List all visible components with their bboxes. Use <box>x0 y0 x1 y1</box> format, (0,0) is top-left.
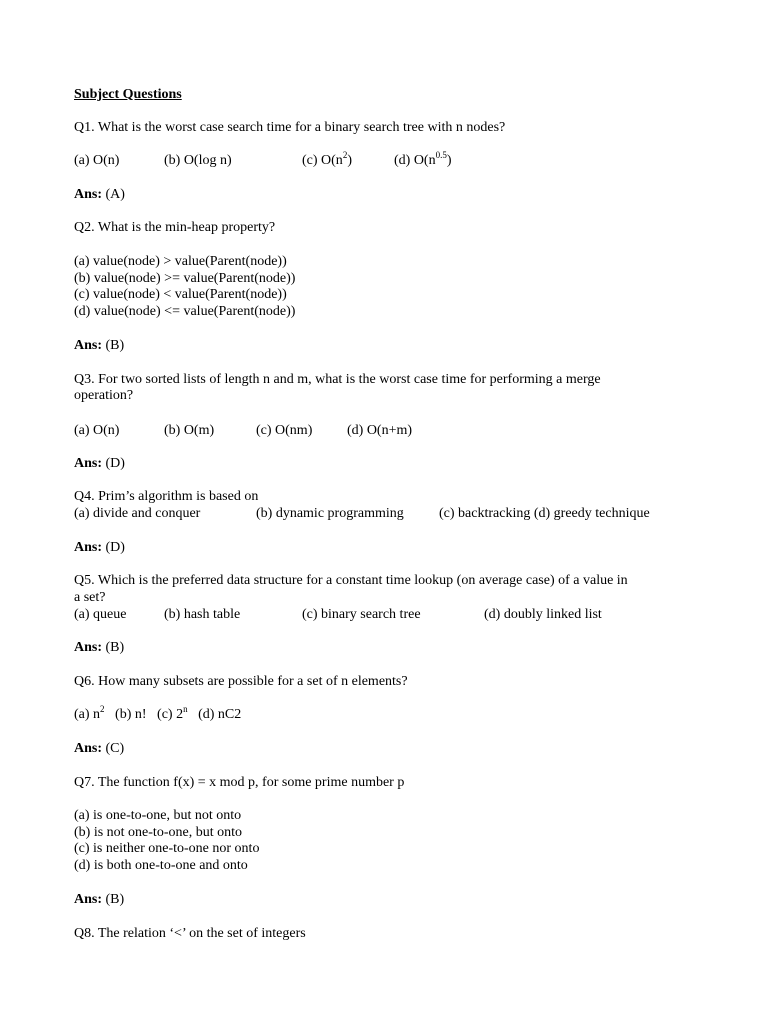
q6-answer-value: (C) <box>105 741 125 756</box>
q1-option-c-text: (c) O(n <box>302 153 343 168</box>
q1-question: Q1. What is the worst case search time for a binary search tree with n nodes? <box>74 120 506 135</box>
q5-option-a: (a) queue <box>74 607 127 622</box>
q1-answer <box>74 186 125 203</box>
q1-option-c <box>302 152 352 169</box>
answer-label: Ans: <box>74 640 103 655</box>
q3-option-c: (c) O(nm) <box>256 423 313 438</box>
q3-answer-value: (D) <box>105 456 125 471</box>
q1-option-d <box>394 152 452 169</box>
q4-question: Q4. Prim’s algorithm is based on <box>74 489 259 504</box>
q7-question: Q7. The function f(x) = x mod p, for some prime number p <box>74 775 405 790</box>
q6-options <box>74 706 241 723</box>
q1-option-c-close: ) <box>347 153 352 168</box>
q6-option-d: (d) nC2 <box>198 707 242 722</box>
q6-option-c <box>157 704 188 722</box>
q4-options <box>74 505 694 522</box>
q1-option-d-close: ) <box>446 153 452 168</box>
q1-option-d-text: (d) O(n <box>394 153 436 168</box>
q5-option-d: (d) doubly linked list <box>484 607 602 622</box>
q4-option-a: (a) divide and conquer <box>74 506 201 521</box>
q5-answer <box>74 639 124 656</box>
q3-options <box>74 422 674 439</box>
q6-option-a-exponent: 2 <box>100 704 105 714</box>
q3-option-d: (d) O(n+m) <box>347 423 413 438</box>
q2-answer <box>74 337 124 354</box>
q3-option-b: (b) O(m) <box>164 423 215 438</box>
answer-label: Ans: <box>74 456 103 471</box>
answer-label: Ans: <box>74 892 103 907</box>
q6-option-b: (b) n! <box>115 707 147 722</box>
q4-option-b: (b) dynamic programming <box>256 506 404 521</box>
q1-option-c-exponent: 2 <box>342 150 348 160</box>
q2-option-d: (d) value(node) <= value(Parent(node)) <box>74 304 296 319</box>
q6-question: Q6. How many subsets are possible for a set of n elements? <box>74 674 408 689</box>
q6-option-a <box>74 704 105 722</box>
answer-label: Ans: <box>74 187 103 202</box>
q6-answer <box>74 740 124 757</box>
q4-option-cd: (c) backtracking (d) greedy technique <box>439 506 650 521</box>
q8-question: Q8. The relation ‘<’ on the set of integers <box>74 926 306 941</box>
q1-option-a: (a) O(n) <box>74 153 120 168</box>
q7-answer-value: (B) <box>105 892 125 907</box>
q5-option-c: (c) binary search tree <box>302 607 421 622</box>
q2-answer-value: (B) <box>105 338 125 353</box>
answer-label: Ans: <box>74 741 103 756</box>
q3-option-a: (a) O(n) <box>74 423 120 438</box>
q4-answer <box>74 539 125 556</box>
q1-option-d-exponent: 0.5 <box>435 150 447 160</box>
q7-option-b: (b) is not one-to-one, but onto <box>74 825 242 840</box>
q3-answer <box>74 455 125 472</box>
q3-question-line-1: Q3. For two sorted lists of length n and m, what is the worst case time for performing a merge <box>74 372 601 387</box>
q7-option-a: (a) is one-to-one, but not onto <box>74 808 242 823</box>
page-heading: Subject Questions <box>74 87 182 102</box>
q5-option-b: (b) hash table <box>164 607 241 622</box>
q6-option-a-text: (a) n <box>74 707 101 722</box>
q2-option-a: (a) value(node) > value(Parent(node)) <box>74 254 287 269</box>
q2-question: Q2. What is the min-heap property? <box>74 220 276 235</box>
q6-option-c-exponent: n <box>183 704 188 714</box>
q2-option-b: (b) value(node) >= value(Parent(node)) <box>74 271 296 286</box>
q7-option-c: (c) is neither one-to-one nor onto <box>74 841 260 856</box>
q7-option-d: (d) is both one-to-one and onto <box>74 858 248 873</box>
q7-answer <box>74 891 124 908</box>
q4-answer-value: (D) <box>105 540 125 555</box>
answer-label: Ans: <box>74 338 103 353</box>
q5-answer-value: (B) <box>105 640 125 655</box>
q5-question-line-2: a set? <box>74 590 106 605</box>
q2-option-c: (c) value(node) < value(Parent(node)) <box>74 287 287 302</box>
q1-option-b: (b) O(log n) <box>164 153 232 168</box>
q5-options <box>74 606 694 623</box>
answer-label: Ans: <box>74 540 103 555</box>
q1-options <box>74 152 674 169</box>
q1-answer-value: (A) <box>105 187 125 202</box>
q6-option-c-text: (c) 2 <box>157 707 184 722</box>
q5-question-line-1: Q5. Which is the preferred data structure for a constant time lookup (on average case) of a value in <box>74 573 628 588</box>
q3-question-line-2: operation? <box>74 388 134 403</box>
